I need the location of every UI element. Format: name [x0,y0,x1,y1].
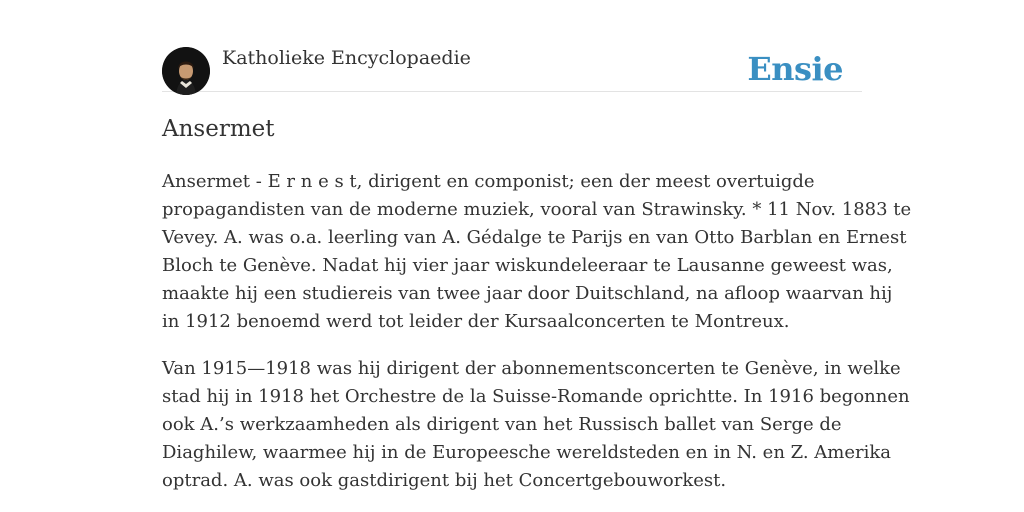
article-paragraph [162,168,912,336]
text-line: Vevey. A. was o.a. leerling van A. Gédalge te Parijs en van Otto Barblan en Ernest [162,227,907,248]
text-line: Ansermet - E r n e s t, dirigent en componist; een der meest overtuigde [162,171,815,192]
book-title[interactable]: Katholieke Encyclopaedie [222,47,471,69]
text-line: Bloch te Genève. Nadat hij vier jaar wiskundeleeraar te Lausanne geweest was, [162,255,893,276]
text-line: in 1912 benoemd werd tot leider der Kursaalconcerten te Montreux. [162,311,790,332]
text-line: Diaghilew, waarmee hij in de Europeesche wereldsteden en in N. en Z. Amerika [162,442,891,463]
text-line: propagandisten van de moderne muziek, vooral van Strawinsky. * 11 Nov. 1883 te [162,199,912,220]
text-line: Van 1915—1918 was hij dirigent der abonnementsconcerten te Genève, in welke [162,358,901,379]
text-line: stad hij in 1918 het Orchestre de la Suisse-Romande oprichtte. In 1916 begonnen [162,386,910,407]
portrait-avatar-icon[interactable] [162,47,210,95]
page-title: Ansermet [162,116,275,142]
site-header [162,44,862,92]
brand-logo[interactable]: Ensie [747,50,843,88]
text-line: ook A.’s werkzaamheden als dirigent van het Russisch ballet van Serge de [162,414,842,435]
text-line: optrad. A. was ook gastdirigent bij het Concertgebouworkest. [162,470,727,491]
article-body [162,168,912,512]
article-paragraph [162,355,910,495]
text-line: maakte hij een studiereis van twee jaar door Duitschland, na afloop waarvan hij [162,283,893,304]
